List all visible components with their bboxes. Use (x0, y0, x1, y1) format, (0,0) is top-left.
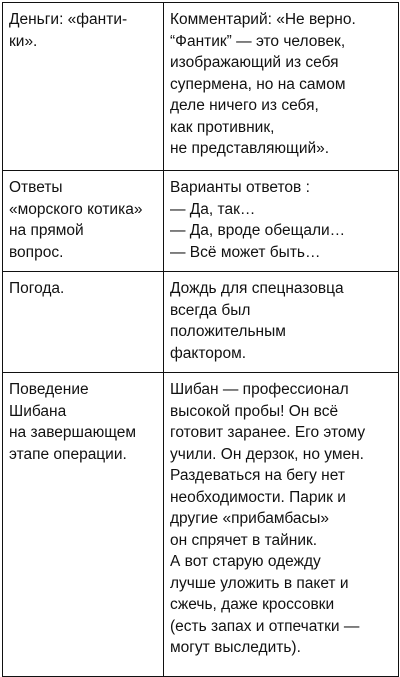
topic-cell: Ответы «морского котика» на прямой вопрос. (3, 171, 164, 272)
comment-cell: Шибан — профессионал высокой пробы! Он всё готовит заранее. Его этому учили. Он дерзок, но умен. Раздеваться на бегу нет необходимости. Парик и другие «прибамбасы» он спрячет в тайник. А вот старую одежду лучше уложить в пакет и сжечь, даже кроссовки (есть запах и отпечатки — могут выследить). (164, 373, 399, 677)
comment-cell: Варианты ответов : — Да, так… — Да, вроде обещали… — Всё может быть… (164, 171, 399, 272)
comment-cell: Дождь для спецназовца всегда был положительным фактором. (164, 272, 399, 373)
table-row (3, 171, 399, 272)
document-table (2, 2, 399, 677)
topic-cell: Деньги: «фанти- ки». (3, 3, 164, 171)
table-row (3, 272, 399, 373)
comment-cell: Комментарий: «Не верно. “Фантик” — это человек, изображающий из себя супермена, но на самом деле ничего из себя, как противник, не представляющий». (164, 3, 399, 171)
table-row (3, 373, 399, 677)
topic-cell: Погода. (3, 272, 164, 373)
table-row (3, 3, 399, 171)
topic-cell: Поведение Шибана на завершающем этапе операции. (3, 373, 164, 677)
